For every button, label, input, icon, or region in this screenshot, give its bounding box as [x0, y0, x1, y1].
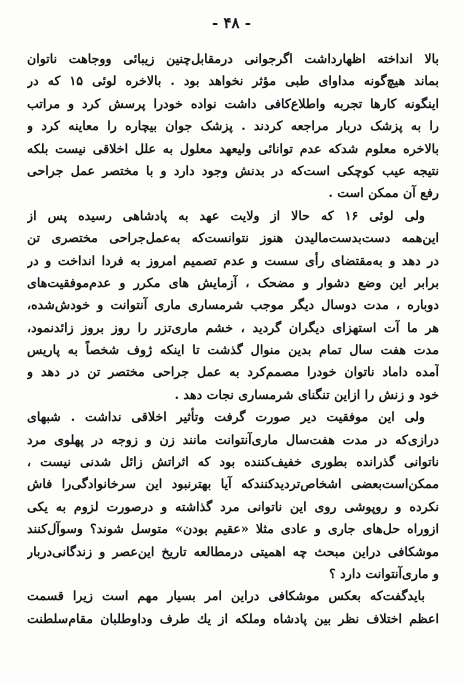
- text-line: بایدگفت‌که بعکس موشکافی دراین امر بسیار مهم است زیرا قسمت: [27, 588, 425, 604]
- paragraph: [27, 406, 439, 585]
- text-line: اعظم اختلاف نظر بین پادشاه وملکه از یك طرف وداوطلبان مقام‌سلطنت: [27, 610, 439, 626]
- text-line: مدت هفت سال تمام بدین منوال گذشت تا اینکه ژوف شخصاً به پاریس: [27, 342, 439, 358]
- text-line: را به پزشک دربار مراجعه کردند . پزشک جوان بیچاره را معاینه کرد و: [27, 118, 439, 134]
- text-line: درازی‌که در مدت هفت‌سال ماری‌آنتوانت مانند زن و زوجه در پهلوی مرد: [27, 431, 439, 447]
- page-number: - ۴۸ -: [211, 14, 252, 32]
- text-line: بالاخره معلوم شدکه عدم توانائی ولیعهد معلول به علل اخلاقی نیست بلکه: [27, 140, 439, 156]
- text-line: و ماری‌آنتوانت دارد ؟: [329, 565, 439, 581]
- text-line: اینگونه کارها تجربه واطلاع‌کافی داشت نواده خودرا پرسش کرد و مراتب: [27, 95, 439, 111]
- paragraph: [27, 48, 439, 205]
- text-line: در دهد و به‌مقتضای رأی سست و عدم تصمیم امروز به فردا انداخت و در: [27, 252, 439, 268]
- text-line: ولی لوئی ۱۶ که حالا از ولایت عهد به پادشاهی رسیده پس از: [27, 207, 426, 223]
- text-line: رفع آن ممکن است .: [328, 185, 439, 201]
- text-line: این‌همه دست‌بدست‌مالیدن هنوز نتوانست‌که به‌عمل‌جراحی مختصری تن: [27, 230, 439, 246]
- paragraph: [27, 205, 439, 407]
- text-line: ازوراه حل‌های جاری و عادی مثلا «عقیم بودن» متوسل شوند؟ وسوآل‌کنند: [27, 521, 439, 537]
- text-line: ممکن‌است‌بعضی اشخاص‌تردیدکنندکه آیا بهترنبود این سرخانوادگی‌را فاش: [27, 476, 439, 492]
- text-line: دوباره ، مدت دوسال دیگر موجب شرمساری ماری آنتوانت و خودش‌شده،: [27, 297, 439, 313]
- text-line: ناتوانی گذرانده بطوری خفیف‌کننده بود که اثراتش زائل شدنی نیست ،: [27, 454, 439, 470]
- text-line: نکرده و روپوشی روی این ناتوانی مرد گذاشته و درصورت لزوم به یکی: [27, 498, 439, 514]
- text-line: خود و زنش را ازاین تنگنای شرمساری نجات دهد .: [174, 386, 439, 402]
- text-line: آمده داماد ناتوان خودرا مصمم‌کرد به عمل جراحی مختصر تن در دهد و: [27, 364, 439, 380]
- text-line: ولی این موفقیت دیر صورت گرفت وتأثیر اخلاقی نداشت . شبهای: [27, 409, 425, 425]
- text-line: بالا انداخته اظهارداشت اگرجوانی درمقابل‌چنین زیبائی ووجاهت ناتوان: [27, 51, 439, 66]
- text-line: برابر این وضع دشوار و مضحک ، آزمایش های مکرر و عدم‌موفقیت‌های: [27, 274, 439, 290]
- text-line: هر ما آت استهزای دیگران گردید ، خشم ماری‌تزر را روز بروز زائدنمود،: [27, 319, 439, 335]
- body-text: [27, 48, 439, 630]
- text-line: نتیجه عیب کوچکی است‌که در بدنش وجود دارد و با مختصر عمل جراحی: [27, 162, 439, 178]
- text-line: بماند هیچ‌گونه مداوای طبی مؤثر نخواهد بود . بالاخره لوئی ۱۵ که در: [27, 73, 439, 89]
- paragraph: [27, 585, 439, 630]
- text-line: موشکافی دراین مبحث چه اهمیتی درمطالعه تاریخ این‌عصر و زندگانی‌دربار: [27, 543, 439, 559]
